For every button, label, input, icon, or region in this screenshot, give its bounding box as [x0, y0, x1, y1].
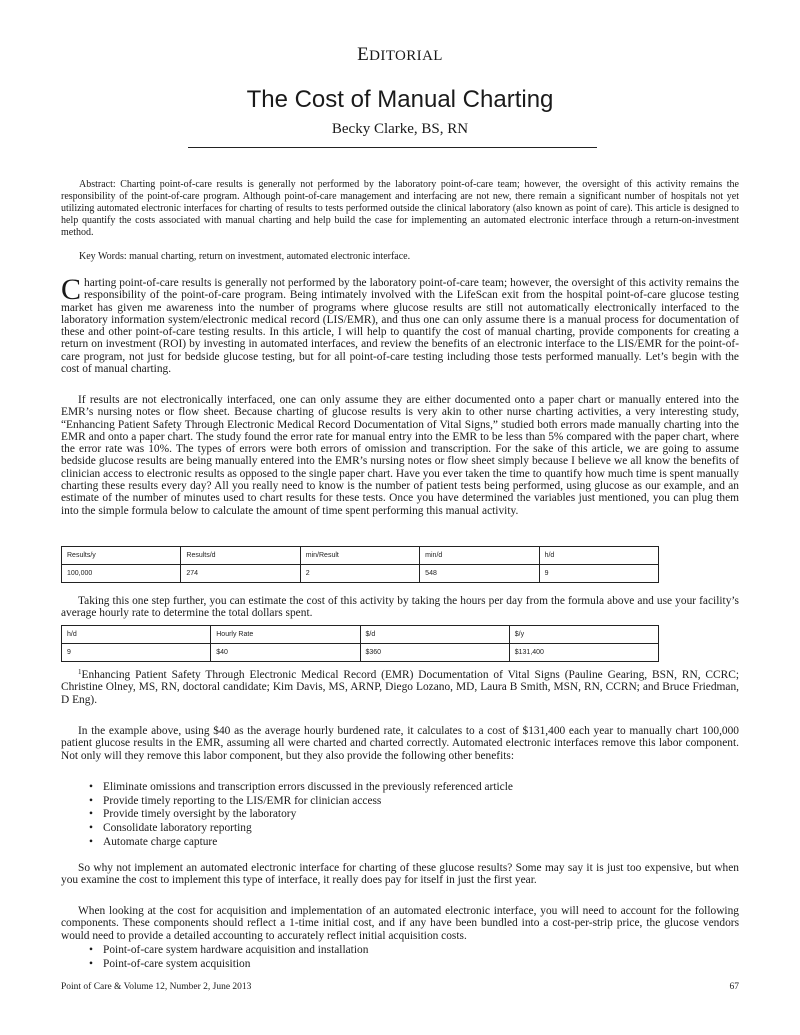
body-paragraph-5: So why not implement an automated electronic interface for charting of these glucose results? Some may say it is just too expensive, but when you examine the cost to implement this type of interface, it really does pay for itself in just the first year. — [61, 862, 739, 887]
body-paragraph-2: If results are not electronically interfaced, one can only assume they are either documented onto a paper chart or manually entered into the EMR’s nursing notes or flow sheet. Because charting of glucose results is very akin to other nurse charting activities, a very interesting study, “Enhancing Patient Safety Through Electronic Medical Record Documentation of Vital Signs,” studied both errors made manually charting into the EMR and onto a paper chart. The study found the error rate for manual entry into the EMR to be less than 5% compared with the paper chart, where the error rate was 10%. The types of errors were both errors of omission and transcription. For the sake of this article, we are going to assume bedside glucose results are being manually entered into the EMR’s nursing notes or flow sheet simply because I believe we all know the benefits of clinician access to electronic results as opposed to the single paper chart. Have you ever taken the time to quantify how much time is spent manually charting these results every day? All you really need to know is the number of patient tests being performed, using glucose as our example, and an estimate of the number of minutes used to chart results for these tests. Once you have determined the variables just mentioned, you can plug them into the simple formula below to calculate the amount of time spent performing this manual activity. — [61, 394, 739, 517]
table-row — [62, 565, 659, 583]
table-header-cell: min/d — [420, 547, 539, 565]
list-item: • Consolidate laboratory reporting — [89, 822, 739, 836]
table-header-cell: h/d — [62, 626, 211, 644]
list-item: • Provide timely reporting to the LIS/EMR for clinician access — [89, 795, 739, 809]
table-cell: 548 — [420, 565, 539, 583]
list-item: • Point-of-care system acquisition — [89, 958, 739, 972]
table-cell: 274 — [181, 565, 300, 583]
author-line: Becky Clarke, BS, RN — [331, 121, 469, 137]
table-header-row — [62, 547, 659, 565]
list-item: • Point-of-care system hardware acquisition and installation — [89, 944, 739, 958]
table-header-cell: h/d — [539, 547, 658, 565]
table-header-cell: Results/d — [181, 547, 300, 565]
section-label: EDITORIAL — [357, 44, 443, 65]
table-header-cell: $/y — [509, 626, 658, 644]
table-cell: 9 — [539, 565, 658, 583]
drop-cap: C — [61, 273, 82, 306]
footnote-marker: 1 — [78, 668, 82, 676]
table-row — [62, 644, 659, 662]
table-cell: $40 — [211, 644, 360, 662]
benefits-list — [89, 781, 739, 850]
table-cell: 9 — [62, 644, 211, 662]
article-title: The Cost of Manual Charting — [246, 86, 554, 113]
keywords: Key Words: manual charting, return on investment, automated electronic interface. — [79, 251, 411, 262]
table-header-cell: Hourly Rate — [211, 626, 360, 644]
table-cell: $360 — [360, 644, 509, 662]
time-calculation-table — [61, 546, 659, 583]
table-cell: 2 — [300, 565, 419, 583]
title-rule — [188, 147, 597, 148]
body-paragraph-3: Taking this one step further, you can estimate the cost of this activity by taking the hours per day from the formula above and use your facility’s average hourly rate to determine the total dollars spent. — [61, 595, 739, 620]
components-list — [89, 944, 739, 971]
list-item: • Eliminate omissions and transcription errors discussed in the previously referenced article — [89, 781, 739, 795]
journal-citation: Point of Care & Volume 12, Number 2, June 2013 — [61, 982, 252, 992]
body-paragraph-1: Charting point-of-care results is generally not performed by the laboratory point-of-care team; however, the oversight of this activity remains the responsibility of the point-of-care program. Being intimately involved with the LifeScan exit from the hospital point-of-care glucose testing market has given me awareness into the number of programs where glucose results are still not automatically electronically interfaced to the laboratory information system/electronic medical record (LIS/EMR), and thus one can only assume there is a manual process for documentation of these and other point-of-care testing results. In this article, I will help to quantify the cost of manual charting, provide components for creating a return on investment (ROI) by investing in automated interfaces, and review the benefits of an electronic interface to the LIS/EMR for the point-of-care program, not just for bedside glucose testing, but for all point-of-care testing including those tests performed manually. Let’s begin with the cost of manual charting. — [61, 273, 739, 376]
table-header-cell: Results/y — [62, 547, 181, 565]
list-item: • Automate charge capture — [89, 836, 739, 850]
table-cell: $131,400 — [509, 644, 658, 662]
table-header-row — [62, 626, 659, 644]
page-footer — [61, 982, 739, 992]
page-number: 67 — [729, 982, 739, 992]
cost-calculation-table — [61, 625, 659, 662]
table-header-cell: $/d — [360, 626, 509, 644]
table-cell: 100,000 — [62, 565, 181, 583]
table-header-cell: min/Result — [300, 547, 419, 565]
list-item: • Provide timely oversight by the laboratory — [89, 808, 739, 822]
footnote: $^1$Enhancing Patient Safety Through Electronic Medical Record (EMR) Documentation of Vital Signs (Pauline Gearing, BSN, RN, CCRC; Christine Olney, MS, RN, doctoral candidate; Kim Davis, MS, ARNP, Diego Lozano, MD, Laura B Smith, MSN, RN, CCRN; and Bruce Friedman, D Eng). — [61, 668, 739, 706]
body-paragraph-6: When looking at the cost for acquisition and implementation of an automated electronic interface, you will need to account for the following components. These components should reflect a 1-time initial cost, and if any have been bundled into a cost-per-strip price, the glucose vendors would need to provide a detailed accounting to accurately reflect initial acquisition costs. — [61, 905, 739, 942]
body-paragraph-4: In the example above, using $40 as the average hourly burdened rate, it calculates to a cost of $131,400 each year to manually chart 100,000 patient glucose results in the EMR, assuming all were charted and charted correctly. Automated electronic interfaces remove this labor component. Not only will they remove this labor component, but they also provide the following other benefits: — [61, 725, 739, 762]
abstract: Abstract: Charting point-of-care results is generally not performed by the laboratory point-of-care team; however, the oversight of this activity remains the responsibility of the point-of-care program. Although point-of-care management and interfacing are not new, there remain a significant number of hospitals not yet utilizing automated electronic interfaces for charting of results to tests performed outside the clinical laboratory (also known as point of care). This article is designed to help quantify the costs associated with manual charting and help build the case for implementing an automated electronic interface through a return-on-investment method. — [61, 179, 739, 238]
